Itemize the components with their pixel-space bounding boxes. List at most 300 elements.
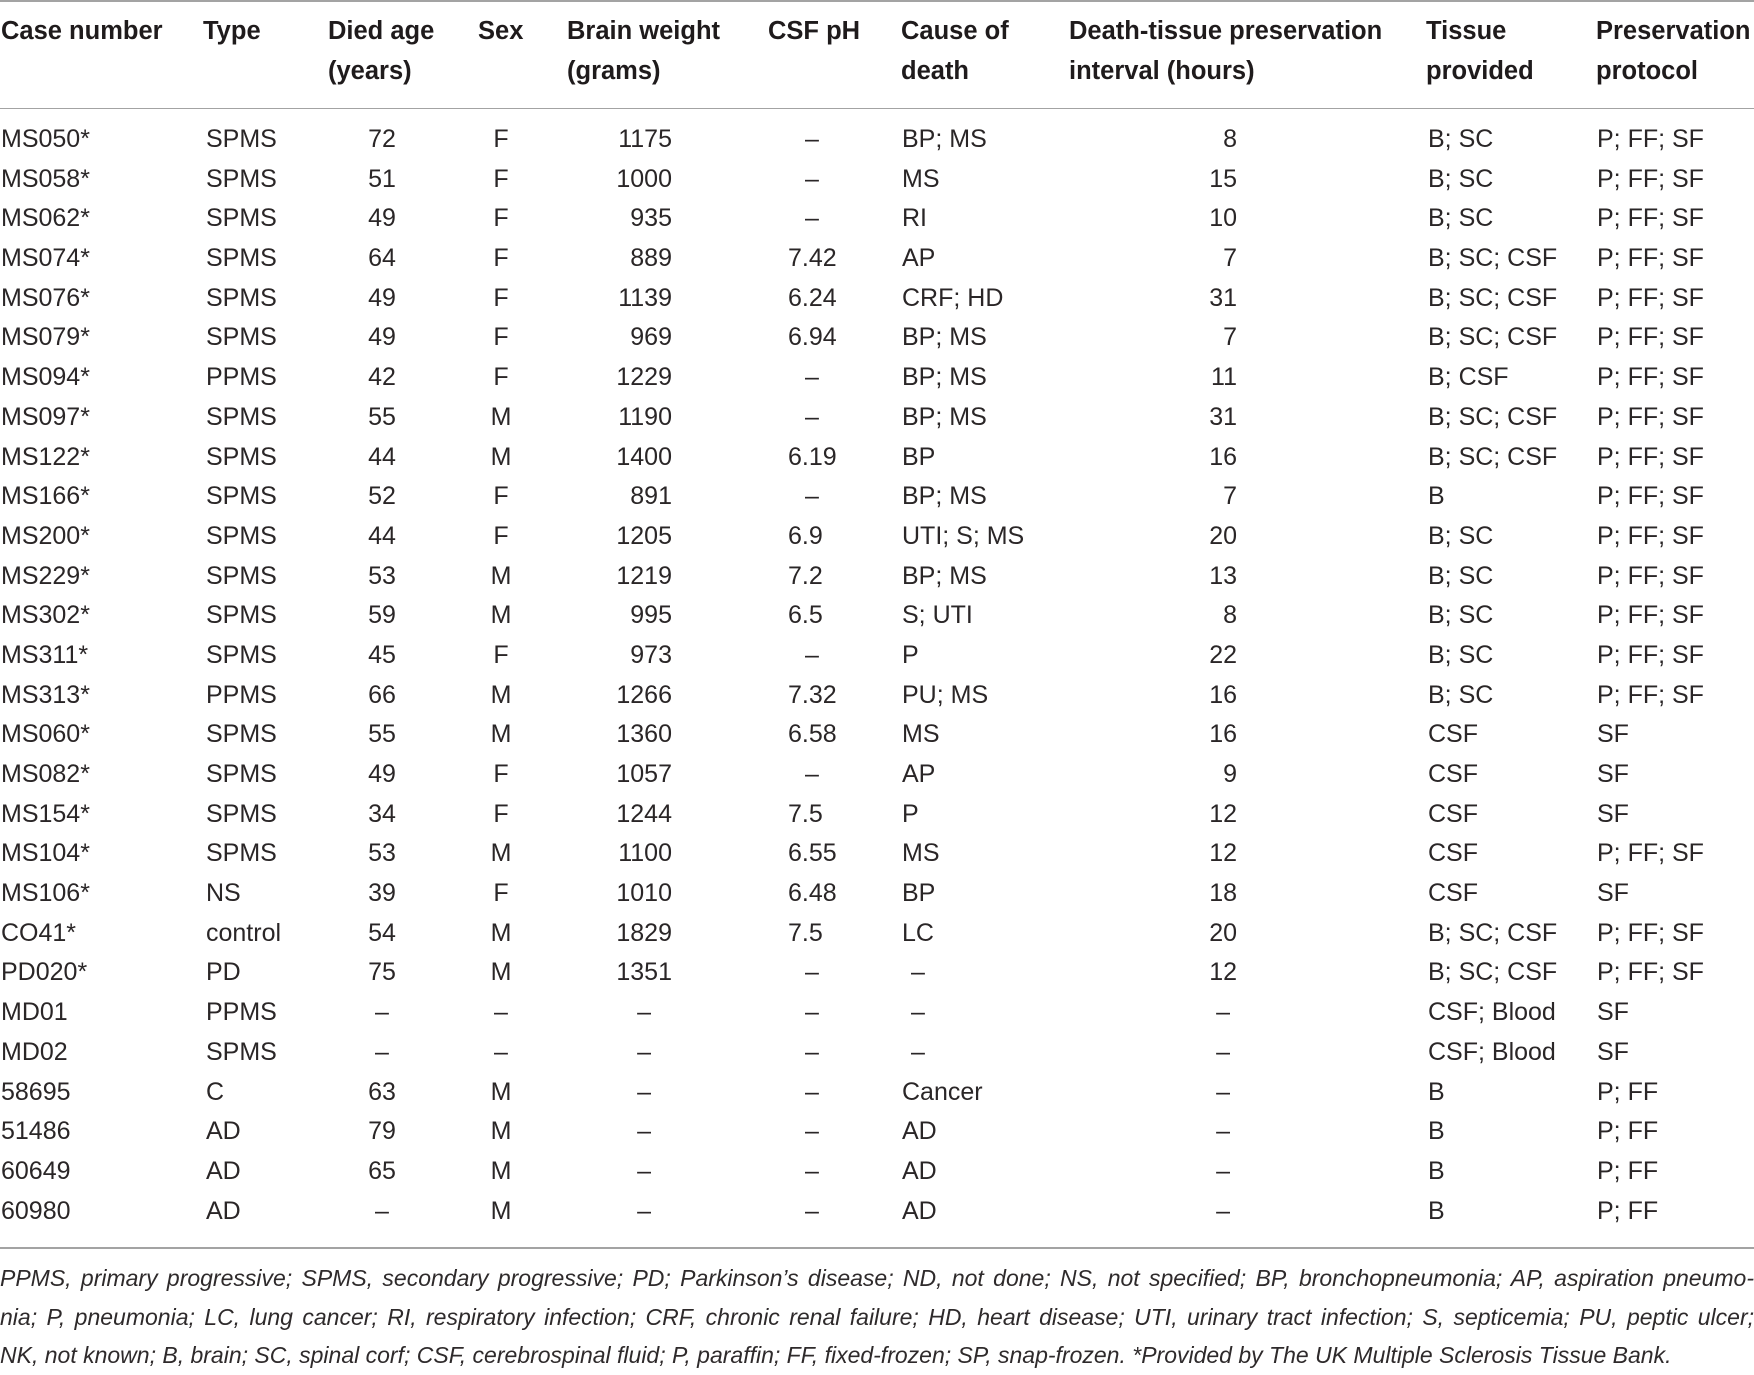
cell-tissue-provided: B (1428, 1156, 1445, 1185)
cell-csf-ph: – (805, 164, 819, 193)
table-row (0, 874, 1754, 914)
cell-cause-of-death: BP; MS (902, 323, 987, 352)
header-preservation-interval (1069, 11, 1382, 91)
cell-tissue-provided: B; SC; CSF (1428, 918, 1558, 947)
cell-csf-ph: – (805, 1037, 819, 1066)
cell-type: PPMS (206, 998, 277, 1027)
cell-died-age: 75 (368, 958, 396, 987)
cell-csf-ph: 6.9 (788, 521, 823, 550)
cell-sex: – (494, 998, 508, 1027)
cell-tissue-provided: B; SC; CSF (1428, 402, 1558, 431)
cell-cause-of-death: BP; MS (902, 402, 987, 431)
cell-cause-of-death: S; UTI (902, 601, 973, 630)
cell-preservation-interval: 31 (1209, 283, 1237, 312)
cell-tissue-provided: CSF; Blood (1428, 998, 1556, 1027)
cell-csf-ph: – (805, 1156, 819, 1185)
cell-preservation-interval: 11 (1211, 363, 1237, 392)
cell-preservation-interval: – (1216, 1196, 1230, 1225)
cell-tissue-provided: CSF (1428, 839, 1478, 868)
cell-csf-ph: – (805, 958, 819, 987)
cell-sex: F (493, 323, 509, 352)
cell-type: SPMS (206, 244, 277, 273)
cell-preservation-interval: 18 (1209, 879, 1237, 908)
cell-type: AD (206, 1117, 241, 1146)
cell-csf-ph: 6.55 (788, 839, 837, 868)
cell-died-age: 49 (368, 323, 396, 352)
cell-preservation-protocol: P; FF; SF (1597, 244, 1704, 273)
cell-type: SPMS (206, 839, 277, 868)
cell-sex: F (493, 521, 509, 550)
cell-tissue-provided: B; SC; CSF (1428, 283, 1558, 312)
cell-sex: F (493, 283, 509, 312)
cell-preservation-interval: 20 (1209, 521, 1237, 550)
cell-tissue-provided: CSF; Blood (1428, 1037, 1556, 1066)
cell-cause-of-death: – (911, 958, 925, 987)
table-row (0, 1073, 1754, 1113)
cell-sex: M (490, 1196, 512, 1225)
table-row (0, 834, 1754, 874)
cell-brain-weight: 995 (630, 601, 672, 630)
cell-csf-ph: 7.32 (788, 680, 837, 709)
header-sex (478, 11, 523, 51)
cell-csf-ph: 7.5 (788, 918, 823, 947)
cell-tissue-provided: B; SC (1428, 561, 1494, 590)
table-row (0, 914, 1754, 954)
cell-brain-weight: 1400 (616, 442, 672, 471)
cell-preservation-interval: – (1216, 1077, 1230, 1106)
cell-died-age: 63 (368, 1077, 396, 1106)
cell-csf-ph: – (805, 482, 819, 511)
cell-sex: F (493, 164, 509, 193)
header-brain-weight-line2: (grams) (567, 57, 661, 85)
cell-csf-ph: – (805, 1196, 819, 1225)
cell-preservation-protocol: P; FF; SF (1597, 958, 1704, 987)
cell-died-age: 44 (368, 521, 396, 550)
cell-preservation-protocol: SF (1597, 998, 1629, 1027)
table-row (0, 755, 1754, 795)
cell-type: SPMS (206, 482, 277, 511)
cell-cause-of-death: UTI; S; MS (902, 521, 1025, 550)
cell-cause-of-death: AD (902, 1196, 937, 1225)
cell-cause-of-death: BP; MS (902, 482, 987, 511)
header-preservation-interval-line1: Death-tissue preservation (1069, 17, 1383, 45)
cell-sex: F (493, 799, 509, 828)
cell-sex: M (490, 561, 512, 590)
cell-type: PPMS (206, 680, 277, 709)
cell-preservation-protocol: P; FF (1597, 1156, 1659, 1185)
cell-cause-of-death: P (902, 640, 919, 669)
cell-type: SPMS (206, 640, 277, 669)
cell-case-number: MS079* (1, 323, 90, 352)
cell-csf-ph: 7.42 (788, 244, 837, 273)
header-preservation-protocol (1596, 11, 1751, 91)
cell-tissue-provided: B; SC; CSF (1428, 958, 1558, 987)
cell-cause-of-death: – (911, 1037, 925, 1066)
header-sex-label: Sex (478, 17, 524, 45)
cell-brain-weight: 1000 (616, 164, 672, 193)
cell-preservation-protocol: SF (1597, 720, 1629, 749)
cell-died-age: 59 (368, 601, 396, 630)
cell-preservation-interval: 7 (1223, 323, 1237, 352)
cell-died-age: 55 (368, 720, 396, 749)
cell-preservation-interval: 22 (1209, 640, 1237, 669)
cell-case-number: MS074* (1, 244, 90, 273)
table-row (0, 279, 1754, 319)
cell-type: SPMS (206, 799, 277, 828)
cell-brain-weight: 973 (630, 640, 672, 669)
cell-preservation-interval: 16 (1209, 442, 1237, 471)
cell-sex: M (490, 1117, 512, 1146)
cell-type: AD (206, 1156, 241, 1185)
cell-brain-weight: 1205 (616, 521, 672, 550)
cell-cause-of-death: BP; MS (902, 125, 987, 153)
cell-tissue-provided: CSF (1428, 760, 1478, 788)
header-type-label: Type (203, 17, 261, 45)
table-row (0, 398, 1754, 438)
cell-csf-ph: – (805, 1077, 819, 1106)
cell-died-age: – (375, 998, 389, 1027)
header-died-age-line2: (years) (328, 57, 412, 85)
cell-tissue-provided: B (1428, 1077, 1445, 1106)
cell-died-age: 54 (368, 918, 396, 947)
cell-case-number: MS062* (1, 204, 90, 233)
cell-brain-weight: 1360 (616, 720, 672, 749)
cell-died-age: 42 (368, 363, 396, 392)
header-type (203, 11, 261, 51)
table-footnote (0, 1259, 1754, 1375)
cell-csf-ph: 6.5 (788, 601, 823, 630)
footnote-line: PPMS, primary progressive; SPMS, secondary progressive; PD; Parkinson’s disease; ND, not done; NS, not specified; BP, bronchopneumonia; AP, aspiration pneumo- (0, 1265, 1754, 1291)
cell-cause-of-death: P (902, 799, 919, 828)
cell-preservation-protocol: P; FF; SF (1597, 918, 1704, 947)
header-cause-of-death-line1: Cause of (901, 17, 1009, 45)
cell-tissue-provided: B; CSF (1428, 363, 1509, 392)
cell-brain-weight: 1057 (616, 760, 672, 788)
cell-cause-of-death: MS (902, 720, 940, 749)
header-tissue-provided (1426, 11, 1534, 91)
cell-preservation-interval: 15 (1209, 164, 1237, 193)
cell-died-age: – (375, 1037, 389, 1066)
cell-sex: F (493, 125, 509, 153)
cell-csf-ph: – (805, 640, 819, 669)
cell-tissue-provided: CSF (1428, 799, 1478, 828)
cell-preservation-interval: 8 (1223, 601, 1237, 630)
cell-preservation-protocol: SF (1597, 879, 1629, 908)
footnote-line: NK, not known; B, brain; SC, spinal corf; CSF, cerebrospinal fluid; P, paraffin; FF, fixed-frozen; SP, snap-frozen. *Provided by The UK Multiple Sclerosis Tissue Bank. (0, 1342, 1672, 1368)
cell-brain-weight: 1351 (616, 958, 672, 987)
cell-brain-weight: 1229 (616, 363, 672, 392)
cell-type: SPMS (206, 601, 277, 630)
cell-died-age: 52 (368, 482, 396, 511)
cell-csf-ph: 6.24 (788, 283, 837, 312)
cell-preservation-protocol: SF (1597, 1037, 1629, 1066)
cell-csf-ph: – (805, 998, 819, 1027)
cell-preservation-protocol: P; FF; SF (1597, 482, 1704, 511)
cell-sex: F (493, 640, 509, 669)
cell-cause-of-death: BP (902, 879, 936, 908)
header-case-number-label: Case number (1, 17, 163, 45)
cell-type: SPMS (206, 204, 277, 233)
cell-cause-of-death: AD (902, 1117, 937, 1146)
header-cause-of-death (901, 11, 1009, 91)
header-tissue-provided-line1: Tissue (1426, 17, 1507, 45)
cell-brain-weight: – (637, 1156, 651, 1185)
cell-cause-of-death: BP; MS (902, 363, 987, 392)
table-row (0, 993, 1754, 1033)
cell-case-number: MD02 (1, 1037, 68, 1066)
cell-preservation-protocol: P; FF; SF (1597, 283, 1704, 312)
table-row (0, 795, 1754, 835)
cell-tissue-provided: B; SC (1428, 680, 1494, 709)
cell-type: NS (206, 879, 241, 908)
cell-case-number: MS106* (1, 879, 90, 908)
header-case-number (1, 11, 163, 51)
cell-tissue-provided: B; SC (1428, 601, 1494, 630)
table-row (0, 438, 1754, 478)
cell-case-number: MS060* (1, 720, 90, 749)
cell-preservation-interval: 20 (1209, 918, 1237, 947)
cell-case-number: CO41* (1, 918, 77, 947)
cell-brain-weight: 889 (630, 244, 672, 273)
table-bottom-rule (0, 1247, 1754, 1249)
cell-preservation-protocol: P; FF; SF (1597, 363, 1704, 392)
cell-preservation-interval: 16 (1209, 680, 1237, 709)
cell-brain-weight: 891 (630, 482, 672, 511)
cell-died-age: 55 (368, 402, 396, 431)
cell-csf-ph: – (805, 204, 819, 233)
cell-case-number: MS058* (1, 164, 90, 193)
cell-tissue-provided: B; SC (1428, 204, 1494, 233)
cell-preservation-protocol: P; FF (1597, 1077, 1659, 1106)
table-row (0, 120, 1754, 160)
table-row (0, 953, 1754, 993)
cell-died-age: 72 (368, 125, 396, 153)
cell-brain-weight: 1829 (616, 918, 672, 947)
header-preservation-protocol-line1: Preservation (1596, 17, 1751, 45)
cell-brain-weight: – (637, 1196, 651, 1225)
cell-brain-weight: 1219 (616, 561, 672, 590)
cell-preservation-interval: 8 (1223, 125, 1237, 153)
cell-csf-ph: 6.58 (788, 720, 837, 749)
header-brain-weight-line1: Brain weight (567, 17, 721, 45)
cell-died-age: 49 (368, 204, 396, 233)
cell-sex: M (490, 680, 512, 709)
header-preservation-interval-line2: interval (hours) (1069, 57, 1255, 85)
cell-brain-weight: 1139 (618, 283, 672, 312)
cell-preservation-interval: 7 (1223, 482, 1237, 511)
cell-preservation-interval: 12 (1209, 839, 1237, 868)
cell-died-age: 44 (368, 442, 396, 471)
cell-preservation-interval: 12 (1209, 958, 1237, 987)
cell-sex: M (490, 402, 512, 431)
header-died-age-line1: Died age (328, 17, 435, 45)
cell-died-age: 51 (368, 164, 396, 193)
cell-brain-weight: – (637, 1077, 651, 1106)
cell-preservation-protocol: P; FF; SF (1597, 521, 1704, 550)
table-body (0, 120, 1754, 1232)
cell-sex: F (493, 204, 509, 233)
cell-preservation-protocol: P; FF; SF (1597, 561, 1704, 590)
cell-type: SPMS (206, 1037, 277, 1066)
cell-brain-weight: 1190 (618, 402, 672, 431)
cell-sex: F (493, 879, 509, 908)
cell-sex: M (490, 1156, 512, 1185)
cell-csf-ph: – (805, 1117, 819, 1146)
header-died-age (328, 11, 434, 91)
cell-cause-of-death: AP (902, 760, 936, 788)
cell-preservation-interval: – (1216, 1037, 1230, 1066)
cell-sex: M (490, 601, 512, 630)
cell-case-number: 58695 (1, 1077, 71, 1106)
cell-tissue-provided: B (1428, 1117, 1445, 1146)
cell-sex: F (493, 244, 509, 273)
cell-type: SPMS (206, 323, 277, 352)
cell-case-number: PD020* (1, 958, 88, 987)
cell-case-number: MS122* (1, 442, 90, 471)
cell-preservation-interval: 13 (1209, 561, 1237, 590)
table-header (0, 0, 1754, 107)
cell-cause-of-death: PU; MS (902, 680, 989, 709)
cell-sex: M (490, 839, 512, 868)
cell-tissue-provided: CSF (1428, 879, 1478, 908)
header-csf-ph (768, 11, 860, 51)
cell-preservation-protocol: P; FF; SF (1597, 125, 1704, 153)
cell-died-age: – (375, 1196, 389, 1225)
cell-type: SPMS (206, 442, 277, 471)
cell-preservation-protocol: P; FF (1597, 1117, 1659, 1146)
cell-type: SPMS (206, 125, 277, 153)
cell-preservation-protocol: P; FF; SF (1597, 402, 1704, 431)
cell-brain-weight: – (637, 1117, 651, 1146)
cell-csf-ph: 7.5 (788, 799, 823, 828)
cell-sex: M (490, 720, 512, 749)
cell-type: SPMS (206, 561, 277, 590)
cell-csf-ph: – (805, 402, 819, 431)
table-row (0, 160, 1754, 200)
cell-died-age: 53 (368, 561, 396, 590)
cell-preservation-interval: 12 (1209, 799, 1237, 828)
cell-case-number: MS154* (1, 799, 90, 828)
cell-preservation-protocol: P; FF; SF (1597, 601, 1704, 630)
cell-brain-weight: 1175 (618, 125, 672, 153)
cell-died-age: 49 (368, 283, 396, 312)
cell-died-age: 65 (368, 1156, 396, 1185)
cell-case-number: MS076* (1, 283, 90, 312)
table-row (0, 557, 1754, 597)
cell-preservation-protocol: P; FF; SF (1597, 442, 1704, 471)
cell-cause-of-death: LC (902, 918, 934, 947)
cell-brain-weight: 1010 (616, 879, 672, 908)
cell-cause-of-death: BP (902, 442, 936, 471)
cell-preservation-protocol: P; FF; SF (1597, 323, 1704, 352)
cell-died-age: 45 (368, 640, 396, 669)
cell-csf-ph: 6.94 (788, 323, 837, 352)
cell-tissue-provided: B; SC (1428, 125, 1494, 153)
cell-case-number: 60980 (1, 1196, 71, 1225)
cell-type: SPMS (206, 720, 277, 749)
cell-died-age: 66 (368, 680, 396, 709)
cell-brain-weight: 1266 (616, 680, 672, 709)
cell-case-number: MS104* (1, 839, 90, 868)
cell-died-age: 64 (368, 244, 396, 273)
cell-died-age: 79 (368, 1117, 396, 1146)
cell-preservation-interval: 31 (1209, 402, 1237, 431)
cell-preservation-protocol: P; FF; SF (1597, 164, 1704, 193)
cell-brain-weight: 969 (630, 323, 672, 352)
cell-died-age: 49 (368, 760, 396, 788)
cell-type: SPMS (206, 760, 277, 788)
cell-preservation-interval: 7 (1223, 244, 1237, 273)
cell-preservation-interval: – (1216, 1156, 1230, 1185)
cell-preservation-interval: – (1216, 1117, 1230, 1146)
cell-csf-ph: 7.2 (788, 561, 823, 590)
cell-type: PD (206, 958, 241, 987)
cell-cause-of-death: Cancer (902, 1077, 983, 1106)
cell-sex: M (490, 958, 512, 987)
cell-type: control (206, 918, 282, 947)
header-tissue-provided-line2: provided (1426, 57, 1534, 85)
cell-csf-ph: 6.48 (788, 879, 837, 908)
cell-case-number: MS094* (1, 363, 90, 392)
cell-tissue-provided: B; SC; CSF (1428, 244, 1558, 273)
cell-tissue-provided: B; SC (1428, 164, 1494, 193)
cell-case-number: MS097* (1, 402, 90, 431)
cell-brain-weight: 935 (630, 204, 672, 233)
table-row (0, 1112, 1754, 1152)
cell-sex: M (490, 918, 512, 947)
table-row (0, 318, 1754, 358)
cell-type: PPMS (206, 363, 277, 392)
cell-type: SPMS (206, 402, 277, 431)
cell-case-number: MS229* (1, 561, 90, 590)
cell-case-number: MD01 (1, 998, 68, 1027)
cell-sex: M (490, 1077, 512, 1106)
cell-type: AD (206, 1196, 241, 1225)
cell-cause-of-death: CRF; HD (902, 283, 1004, 312)
cell-csf-ph: 6.19 (788, 442, 837, 471)
footnote-line: nia; P, pneumonia; LC, lung cancer; RI, respiratory infection; CRF, chronic renal failure; HD, heart disease; UTI, urinary tract infection; S, septicemia; PU, peptic ulcer; (0, 1303, 1754, 1330)
cell-tissue-provided: CSF (1428, 720, 1478, 749)
cell-preservation-protocol: P; FF; SF (1597, 640, 1704, 669)
cell-preservation-interval: – (1216, 998, 1230, 1027)
cell-died-age: 53 (368, 839, 396, 868)
cell-cause-of-death: MS (902, 164, 940, 193)
cell-died-age: 39 (368, 879, 396, 908)
cell-sex: F (493, 482, 509, 511)
table-header-rule (0, 108, 1754, 110)
cell-tissue-provided: B; SC (1428, 640, 1494, 669)
table-row (0, 358, 1754, 398)
cell-type: C (206, 1077, 225, 1106)
cell-sex: F (493, 760, 509, 788)
cell-type: SPMS (206, 521, 277, 550)
cell-type: SPMS (206, 283, 277, 312)
header-cause-of-death-line2: death (901, 57, 970, 85)
cell-csf-ph: – (805, 363, 819, 392)
cell-case-number: MS200* (1, 521, 90, 550)
cell-brain-weight: – (637, 998, 651, 1027)
table-row (0, 715, 1754, 755)
cell-preservation-protocol: P; FF (1597, 1196, 1659, 1225)
cell-sex: – (494, 1037, 508, 1066)
cell-brain-weight: 1244 (616, 799, 672, 828)
table-row (0, 239, 1754, 279)
cell-csf-ph: – (805, 760, 819, 788)
cell-died-age: 34 (368, 799, 396, 828)
table-row (0, 596, 1754, 636)
header-preservation-protocol-line2: protocol (1596, 57, 1698, 85)
table-row (0, 1152, 1754, 1192)
